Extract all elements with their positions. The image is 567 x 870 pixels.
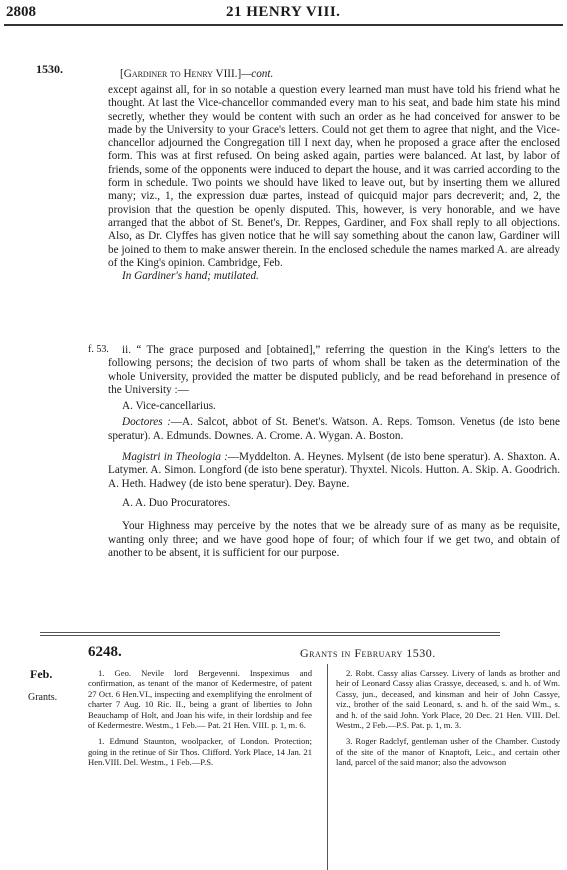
magistri-names: —Myddelton. A. Heynes. Mylsent (de isto bene speratur). A. Shaxton. A. Latymer. A. Simon. Longford (de isto bene speratur). Thyxtel. Nicols. Hutton. A. Skip. A. Goodrich. A. Heth. Hadwey (de isto bene speratur). Dey. Bayne.	[108, 451, 561, 490]
doctores-label: Doctores :	[122, 416, 171, 429]
hand-note-text: In Gardiner's hand; mutilated.	[122, 270, 259, 283]
grants-left-column	[88, 668, 312, 774]
procuratores: A. A. Duo Procuratores.	[122, 496, 231, 509]
page-number: 2808	[6, 4, 36, 20]
folio-marker: f. 53.	[88, 344, 109, 355]
magistri-label: Magistri in Theologia :	[122, 451, 228, 464]
grant-entry: 3. Roger Radclyf, gentleman usher of the Chamber. Custody of the site of the manor of Knaptoft, Leic., and certain other land, parcel of the said manor; also the advowson	[336, 736, 560, 768]
grants-right-column	[336, 668, 560, 774]
letter-body	[108, 84, 560, 283]
grace-body	[108, 344, 560, 560]
grant-entry: 1. Geo. Nevile lord Bergevenni. Inspeximus and confirmation, as tenant of the manor of Kedermestre, of patent 27 Oct. 6 Hen.VI., inspecting and exemplifying the enrolment of charter 7 Aug. 10 Ric. II., being a grant of liberties to John Beauchamp of Holt, and Joan his wife, in their lordship and fee of Kedermestre. Westm., 1 Feb.— Pat. 21 Hen. VIII. p. 1, m. 6.	[88, 668, 312, 731]
magistri-list	[108, 451, 560, 491]
margin-year: 1530.	[36, 62, 63, 76]
section-rule-2	[40, 635, 500, 636]
doctores-names: —A. Salcot, abbot of St. Benet's. Watson. A. Reps. Tomson. Venetus (de isto bene speratur). A. Edmunds. Downes. A. Crome. A. Wygan. A. Boston.	[108, 416, 560, 442]
section-rule	[40, 632, 500, 633]
side-month: Feb.	[30, 667, 53, 681]
section-heading: [Gardiner to Henry VIII.]—cont.	[120, 68, 274, 80]
heading-cont: —cont.	[241, 68, 274, 80]
grant-entry: 1. Edmund Staunton, woolpacker, of London. Protection; going in the retinue of Sir Thos. Clifford. York Place, 14 Jan. 21 Hen.VIII. Del. Westm., 1 Feb.—P.S.	[88, 736, 312, 768]
paragraph-2: ii. “ The grace purposed and [obtained],” referring the question in the King's letters to the following persons; the decision of two parts of whom shall be taken as the determination of the whole University, provided the matter be disputed publicly, and be read beforehand in presence of the University :—	[108, 344, 560, 396]
header-rule	[4, 24, 563, 26]
paragraph-3: Your Highness may perceive by the notes that we be already sure of as many as be requisite, wanting only three; and we have good hope of four; of which four if we get two, and obtain of another to be absent, it is sufficient for our purpose.	[108, 520, 560, 559]
doctores-list	[108, 416, 560, 443]
vice-cancellarius: A. Vice-cancellarius.	[122, 400, 216, 413]
side-label: Grants.	[28, 692, 58, 703]
column-divider	[327, 664, 328, 870]
section-number: 6248.	[88, 644, 122, 660]
section-title: Grants in February 1530.	[300, 646, 436, 660]
heading-name: Gardiner to Henry VIII.	[123, 68, 238, 80]
grant-entry: 2. Robt. Cassy alias Carssey. Livery of lands as brother and heir of Leonard Cassy alias Crassye, deceased, s. and h. of Wm. Cassy, jun., deceased, and kinsman and heir of John Cassye, viz., brother of the said Leonard, s. and h. of the said Wm., s. and h. of the said John. York Place, 20 Dec. 21 Hen. VIII. Del. Westm., 2 Feb.—P.S. Pat. p. 1, m. 3.	[336, 668, 560, 731]
paragraph-1: except against all, for in so notable a question every learned man must have told his friend what he thought. At last the Vice-chancellor commanded every man to his seat, and bade him state his mind secretly, whether they would be content with such an order as he had conceived for answer to be made by the University to your Grace's letters. Could not get them to agree that night, and the Vice-chancellor adjourned the Congregation till I next day, when he proposed a grace after the enclosed form. This was at first refused. On being asked again, parties were balanced. At last, by labor of friends, some of the opponents were induced to depart the house, and it was carried according to the form in schedule. Two points we should have liked to leave out, but by inserting them we allured many; viz., 1, the expression duæ partes, instead of quicquid major pars decreverit; and, 2, the provision that the question be openly disputed. This, however, is very honorable, and we have arranged that the abbot of St. Benet's, Dr. Reppes, Gardiner, and Fox shall reply to all objections. Also, as Dr. Clyffes has given notice that he will say something about the canon law, Gardiner will be joined to them to make answer therein. In the enclosed schedule the names marked A. are already of the King's opinion. Cambridge, Feb.	[108, 84, 560, 269]
hand-note	[108, 270, 560, 283]
running-title: 21 HENRY VIII.	[226, 4, 341, 20]
